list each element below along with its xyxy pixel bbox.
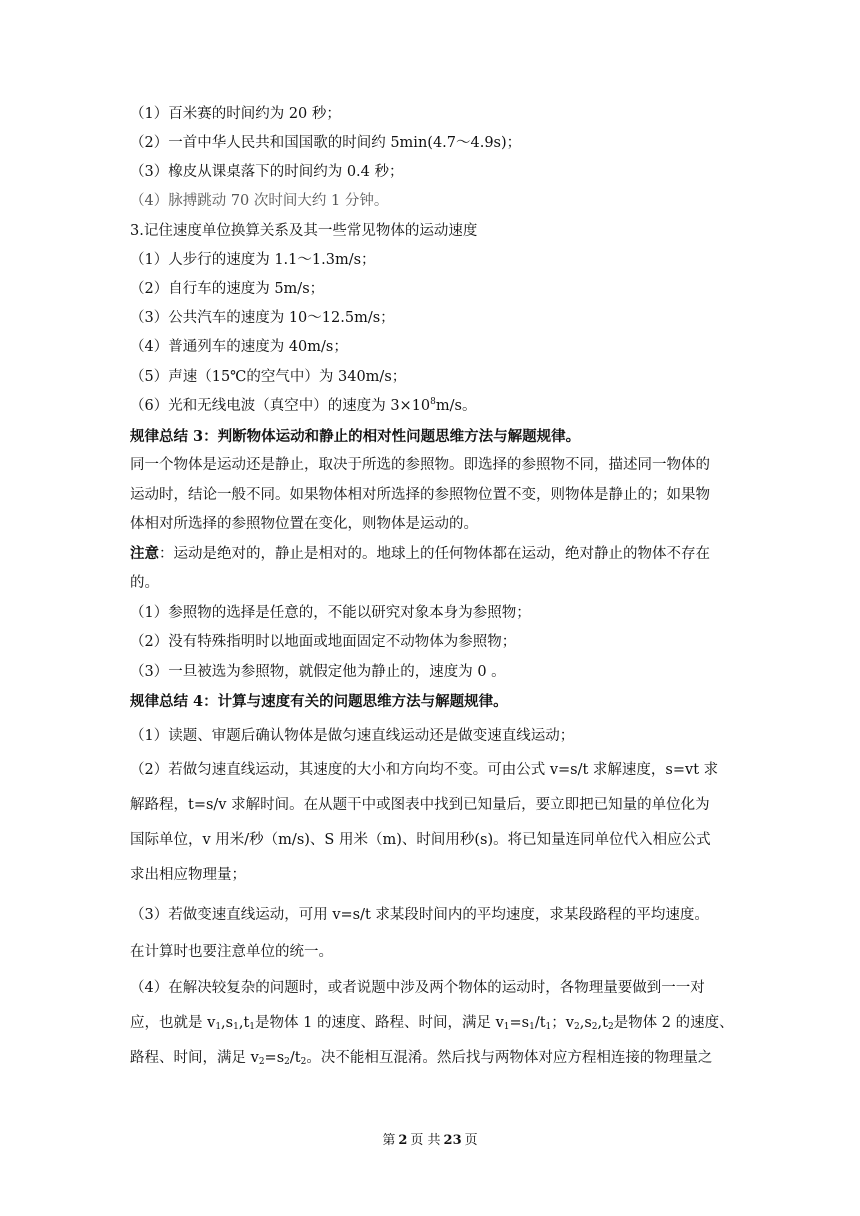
text-run: ,s bbox=[221, 1015, 234, 1031]
text-run: ,t bbox=[597, 1015, 608, 1031]
subscript: 1 bbox=[249, 1022, 256, 1032]
text-run: 路程、时间，满足 v bbox=[130, 1050, 259, 1066]
text-run: 。决不能相互混淆。然后找与两物体对应方程相连接的物理量之 bbox=[306, 1050, 713, 1066]
text-line: （3）一旦被选为参照物，就假定他为静止的，速度为 0 。 bbox=[130, 664, 506, 680]
subscript: 1 bbox=[215, 1022, 222, 1032]
text-run: 是物体 2 的速度、 bbox=[613, 1015, 734, 1031]
text-run: 应，也就是 v bbox=[130, 1015, 216, 1031]
text-line: （3）若做变速直线运动，可用 v=s/t 求某段时间内的平均速度，求某段路程的平均速度。 bbox=[130, 907, 709, 923]
text-line: 在计算时也要注意单位的统一。 bbox=[130, 944, 333, 960]
text-line: （1）人步行的速度为 1.1～1.3m/s； bbox=[130, 252, 376, 268]
footer-prefix: 第 bbox=[382, 1133, 396, 1148]
total-pages: 23 bbox=[443, 1133, 462, 1148]
text-run: （6）光和无线电波（真空中）的速度为 3×10 bbox=[130, 398, 431, 414]
exponent: 8 bbox=[430, 397, 436, 407]
text-line: （3）公共汽车的速度为 10～12.5m/s； bbox=[130, 310, 395, 326]
footer-middle: 页 共 bbox=[410, 1133, 441, 1148]
text-line: （2）若做匀速直线运动，其速度的大小和方向均不变。可由公式 v=s/t 求解速度，s=vt 求 bbox=[130, 762, 719, 778]
text-run: ,t bbox=[238, 1015, 250, 1031]
subscript: 1 bbox=[545, 1022, 552, 1032]
subscript: 2 bbox=[591, 1022, 598, 1032]
page-footer bbox=[0, 1132, 860, 1150]
text-run: =s bbox=[509, 1015, 530, 1031]
rule-summary-3-title: 规律总结 3：判断物体运动和静止的相对性问题思维方法与解题规律。 bbox=[130, 428, 581, 445]
text-line: （4）普通列车的速度为 40m/s； bbox=[130, 339, 348, 355]
text-line: 求出相应物理量； bbox=[130, 867, 246, 883]
text-run: ,s bbox=[579, 1015, 592, 1031]
footer-suffix: 页 bbox=[464, 1133, 478, 1148]
text-run: ；v bbox=[551, 1015, 574, 1031]
text-line: （2）一首中华人民共和国国歌的时间约 5min(4.7～4.9s)； bbox=[130, 135, 522, 151]
text-line bbox=[130, 396, 736, 416]
note-label: 注意 bbox=[130, 545, 159, 562]
text-line: （1）百米赛的时间约为 20 秒； bbox=[130, 106, 341, 122]
subscript: 2 bbox=[607, 1022, 614, 1032]
note-text: ：运动是绝对的，静止是相对的。地球上的任何物体都在运动，绝对静止的物体不存在 bbox=[159, 546, 710, 562]
subscript: 1 bbox=[529, 1022, 535, 1032]
text-run: =s bbox=[264, 1050, 285, 1066]
note-line bbox=[130, 544, 736, 564]
section-heading: 3.记住速度单位换算关系及其一些常见物体的运动速度 bbox=[130, 223, 478, 239]
text-run: /t bbox=[534, 1015, 546, 1031]
subscript: 2 bbox=[258, 1057, 265, 1067]
text-run: m/s。 bbox=[435, 398, 477, 414]
subscript: 1 bbox=[503, 1022, 510, 1032]
text-line: 国际单位，v 用米/秒（m/s)、S 用米（m)、时间用秒(s)。将已知量连同单位代入相应公式 bbox=[130, 832, 711, 848]
text-line bbox=[130, 1013, 736, 1033]
text-line: （4）脉搏跳动 70 次时间大约 1 分钟。 bbox=[130, 193, 389, 209]
text-line: （4）在解决较复杂的问题时，或者说题中涉及两个物体的运动时，各物理量要做到一一对 bbox=[130, 980, 705, 996]
text-line: （2）自行车的速度为 5m/s； bbox=[130, 281, 325, 297]
paragraph-line: 运动时，结论一般不同。如果物体相对所选择的参照物位置不变，则物体是静止的；如果物 bbox=[130, 487, 710, 503]
text-line: （5）声速（15℃的空气中）为 340m/s； bbox=[130, 369, 407, 385]
text-line: （2）没有特殊指明时以地面或地面固定不动物体为参照物； bbox=[130, 634, 517, 650]
text-run: 是物体 1 的速度、路程、时间，满足 v bbox=[255, 1015, 504, 1031]
subscript: 2 bbox=[284, 1057, 290, 1067]
subscript: 1 bbox=[233, 1022, 239, 1032]
page-number: 2 bbox=[398, 1133, 408, 1148]
text-line: 解路程，t=s/v 求解时间。在从题干中或图表中找到已知量后，要立即把已知量的单位化为 bbox=[130, 797, 710, 813]
text-line: （1）参照物的选择是任意的，不能以研究对象本身为参照物； bbox=[130, 605, 531, 621]
text-run: /t bbox=[289, 1050, 301, 1066]
paragraph-line: 体相对所选择的参照物位置在变化，则物体是运动的。 bbox=[130, 516, 478, 532]
paragraph-line: 同一个物体是运动还是静止，取决于所选的参照物。即选择的参照物不同，描述同一物体的 bbox=[130, 457, 710, 473]
text-line bbox=[130, 1048, 736, 1068]
subscript: 2 bbox=[300, 1057, 307, 1067]
subscript: 2 bbox=[573, 1022, 580, 1032]
note-line: 的。 bbox=[130, 575, 159, 591]
rule-summary-4-title: 规律总结 4：计算与速度有关的问题思维方法与解题规律。 bbox=[130, 693, 508, 710]
text-line: （1）读题、审题后确认物体是做匀速直线运动还是做变速直线运动； bbox=[130, 728, 575, 744]
text-line: （3）橡皮从课桌落下的时间约为 0.4 秒； bbox=[130, 164, 404, 180]
